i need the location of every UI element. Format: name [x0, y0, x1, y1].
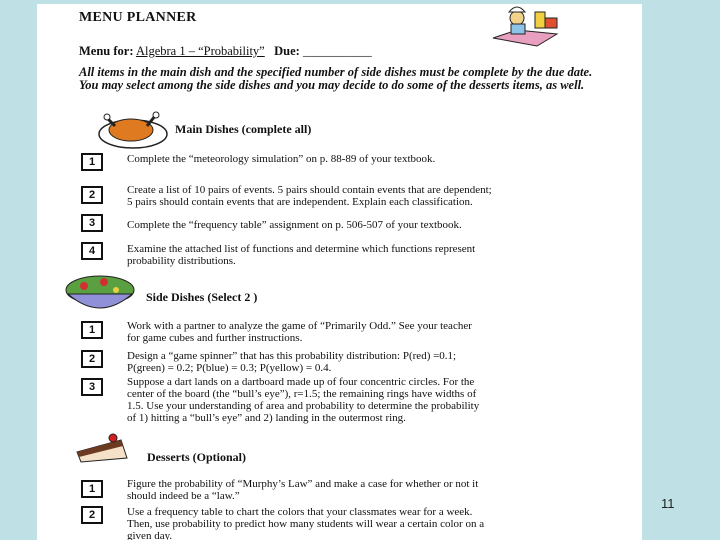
salad-bowl-icon	[60, 272, 140, 316]
main-item-3-number: 3	[81, 214, 103, 232]
side-item-2-line-1: Design a “game spinner” that has this probability distribution: P(red) =0.1;	[127, 350, 457, 362]
main-item-2-number: 2	[81, 186, 103, 204]
side-item-1-line-2: for game cubes and further instructions.	[127, 332, 303, 344]
main-item-1-number: 1	[81, 153, 103, 171]
due-label: Due:	[274, 44, 300, 58]
main-item-2-line-1: Create a list of 10 pairs of events. 5 pairs should contain events that are dependent;	[127, 184, 492, 196]
main-item-3	[127, 219, 577, 231]
side-item-3-line-1: Suppose a dart lands on a dartboard made up of four concentric circles. For the	[127, 376, 475, 388]
side-item-3	[127, 376, 577, 424]
side-item-1	[127, 320, 577, 344]
cake-icon	[71, 432, 133, 466]
main-item-1	[127, 153, 577, 165]
page-title: MENU PLANNER	[79, 10, 197, 25]
dessert-item-1-line-1: Figure the probability of “Murphy’s Law” and make a case for whether or not it	[127, 478, 479, 490]
side-item-3-number: 3	[81, 378, 103, 396]
main-item-1-line-1: Complete the “meteorology simulation” on p. 88-89 of your textbook.	[127, 153, 436, 165]
main-item-2-line-2: 5 pairs should contain events that are independent. Explain each classification.	[127, 196, 473, 208]
dessert-item-1-number: 1	[81, 480, 103, 498]
side-item-1-number: 1	[81, 321, 103, 339]
main-item-2	[127, 184, 577, 208]
worksheet-page	[37, 4, 642, 540]
desserts-title: Desserts (Optional)	[147, 450, 246, 464]
dessert-item-2-line-1: Use a frequency table to chart the colors that your classmates wear for a week.	[127, 506, 473, 518]
dessert-item-2	[127, 506, 577, 540]
dessert-item-2-number: 2	[81, 506, 103, 524]
dessert-item-1-line-2: should indeed be a “law.”	[127, 490, 240, 502]
main-item-4-line-2: probability distributions.	[127, 255, 236, 267]
slide-page-number: 11	[661, 496, 675, 511]
side-item-1-line-1: Work with a partner to analyze the game of “Primarily Odd.” See your teacher	[127, 320, 472, 332]
main-dishes-title: Main Dishes (complete all)	[175, 122, 312, 136]
side-dishes-title: Side Dishes (Select 2 )	[146, 290, 258, 304]
dessert-item-1	[127, 478, 577, 502]
turkey-icon	[95, 108, 171, 152]
side-item-3-line-3: 1.5. Use your understanding of area and probability to determine the probability	[127, 400, 480, 412]
main-item-4-line-1: Examine the attached list of functions and determine which functions represent	[127, 243, 476, 255]
dessert-item-2-line-3: given day.	[127, 530, 173, 540]
side-item-3-line-2: center of the board (the “bull’s eye”), r=1.5; the remaining rings have widths of	[127, 388, 477, 400]
menu-for-line	[79, 44, 372, 59]
main-item-4	[127, 243, 577, 267]
main-item-3-line-1: Complete the “frequency table” assignment on p. 506-507 of your textbook.	[127, 219, 462, 231]
menu-for-label: Menu for:	[79, 44, 134, 58]
main-item-4-number: 4	[81, 242, 103, 260]
menu-for-value: Algebra 1 – “Probability”	[135, 44, 265, 58]
due-value: ___________	[302, 44, 372, 58]
chef-clipart-icon	[487, 4, 569, 48]
intro-text: All items in the main dish and the specified number of side dishes must be complete by the due date. You may select among the side dishes and you may decide to do some of the desserts items, as well.	[79, 65, 593, 92]
side-item-3-line-4: of 1) hitting a “bull’s eye” and 2) landing in the outermost ring.	[127, 412, 406, 424]
dessert-item-2-line-2: Then, use probability to predict how many students will wear a certain color on a	[127, 518, 485, 530]
side-item-2-number: 2	[81, 350, 103, 368]
side-item-2	[127, 350, 577, 374]
side-item-2-line-2: P(green) = 0.2; P(blue) = 0.3; P(yellow) = 0.4.	[127, 362, 332, 374]
